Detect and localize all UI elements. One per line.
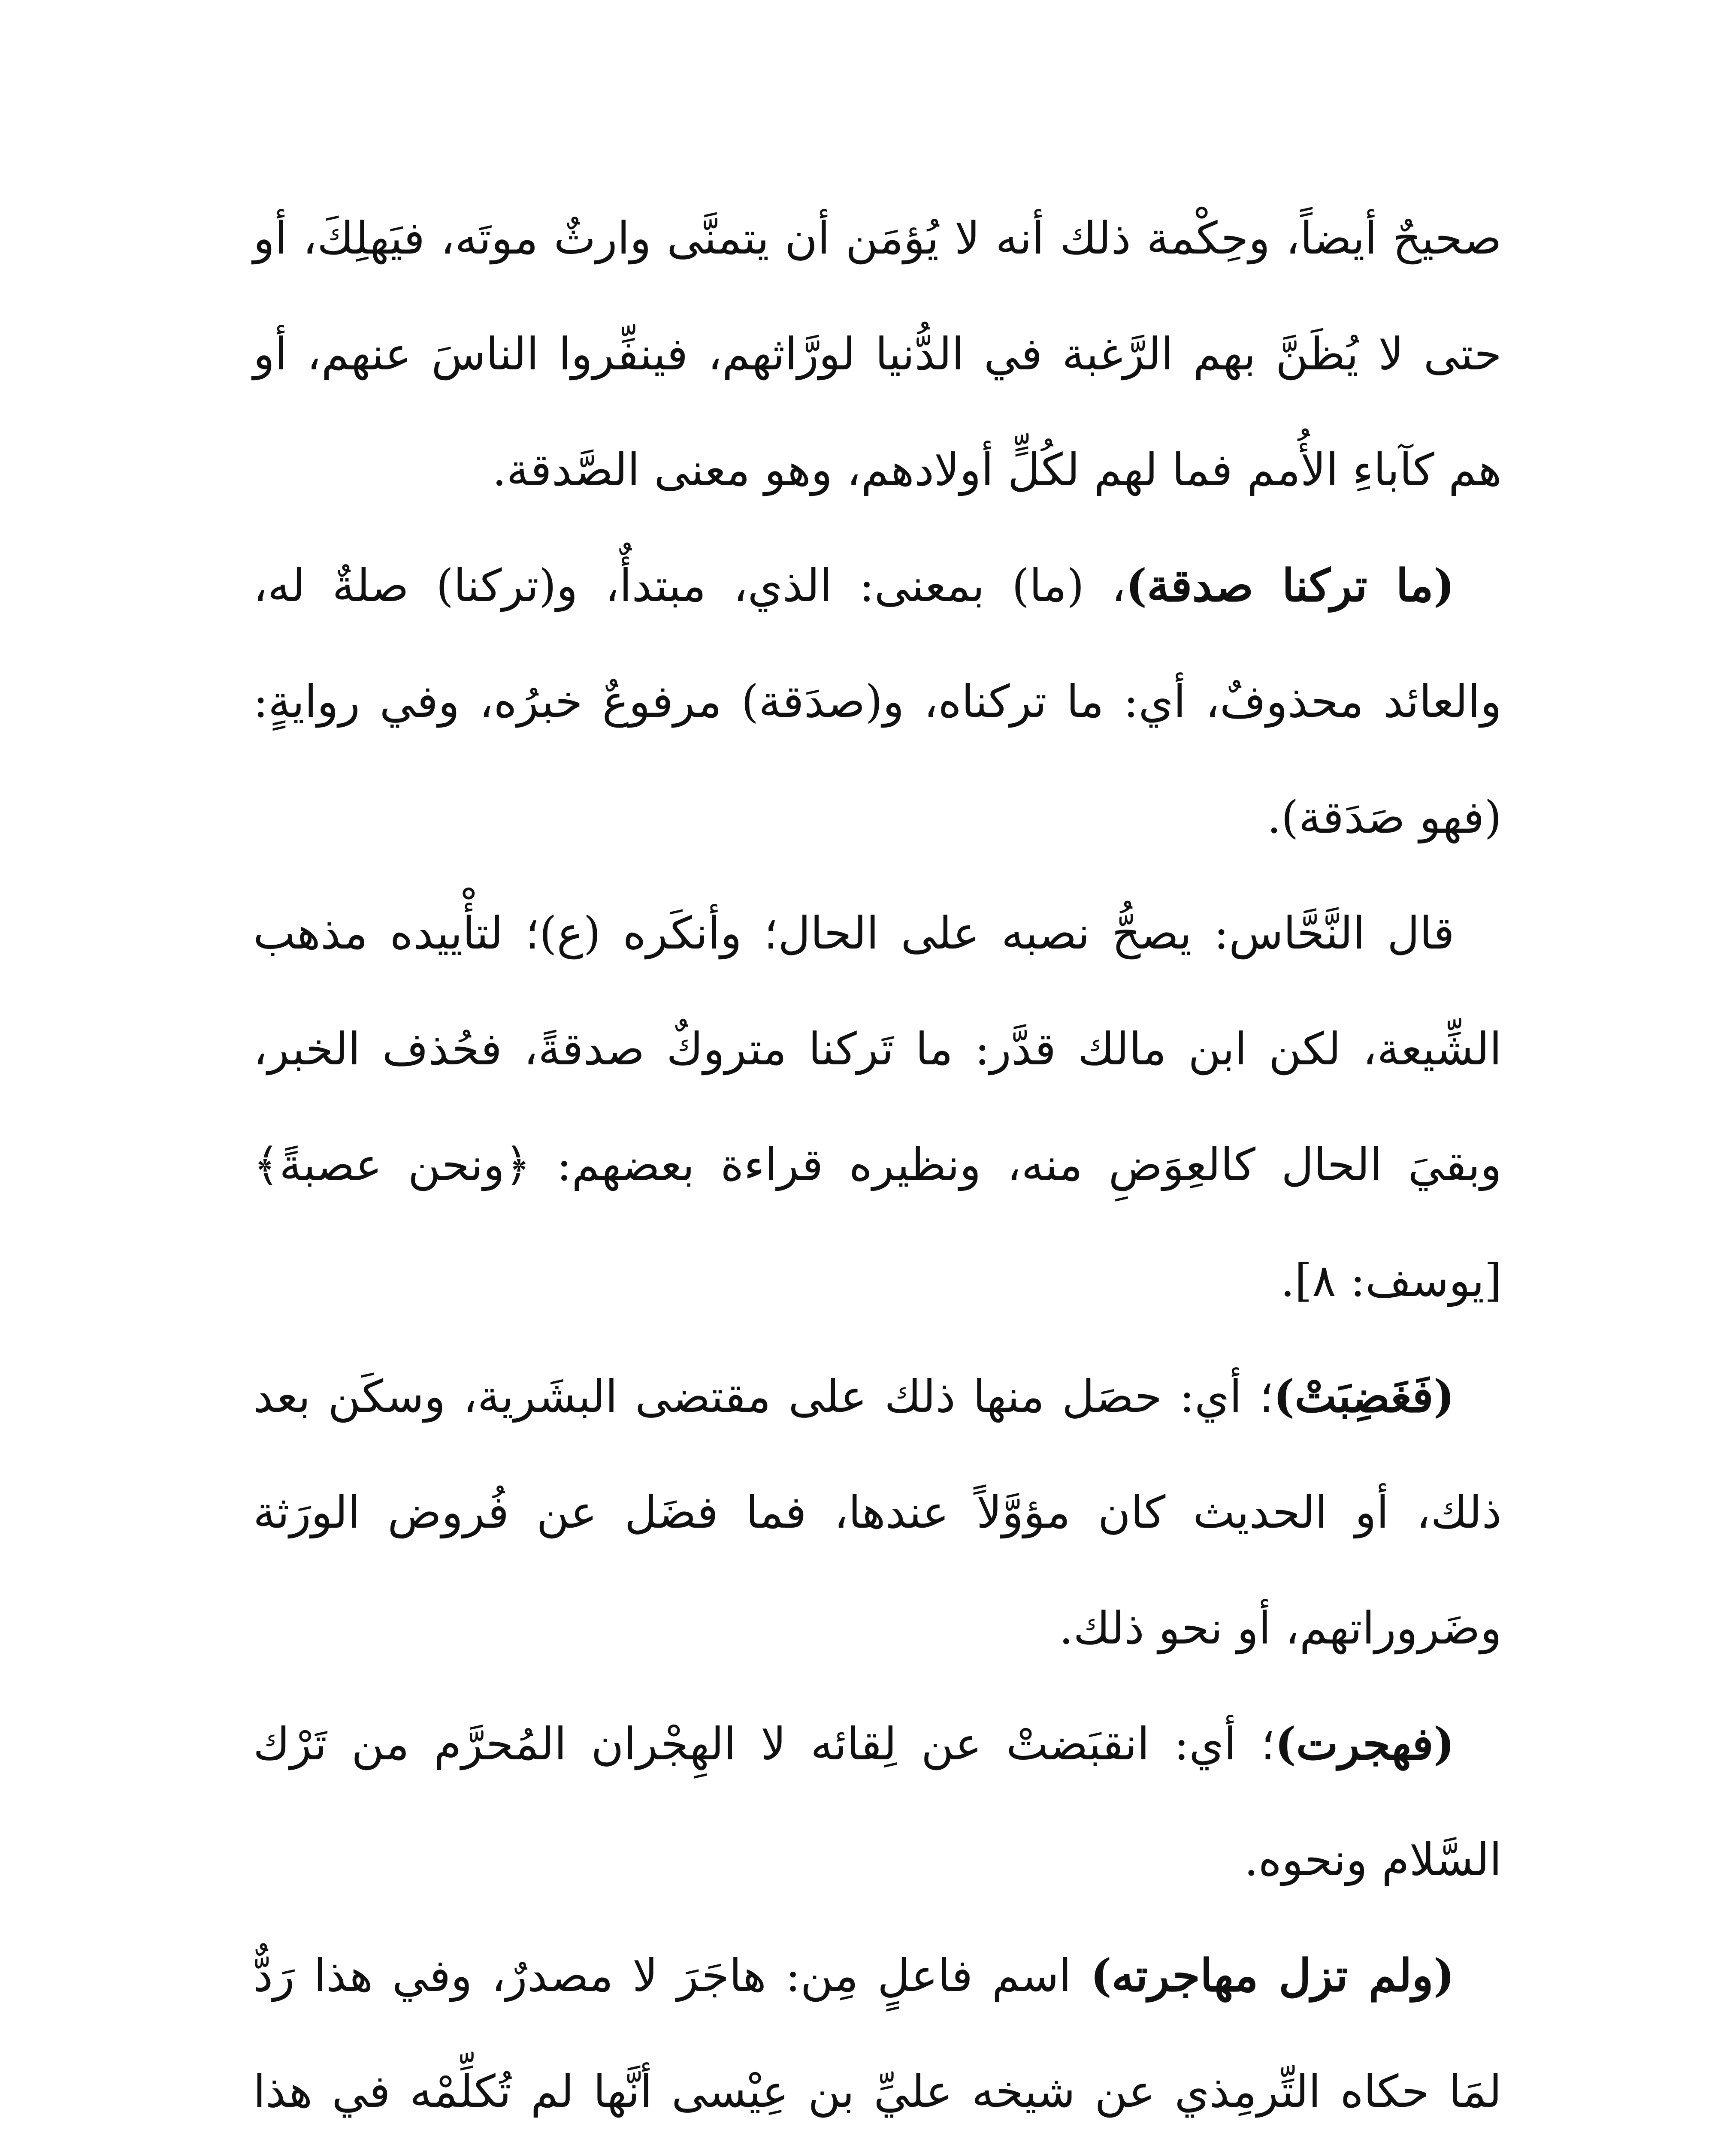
paragraph-4-lead: (فَغَضِبَتْ) xyxy=(1273,1370,1455,1423)
body-text xyxy=(253,180,1502,2145)
paragraph-3 xyxy=(253,875,1502,1338)
paragraph-4 xyxy=(253,1338,1502,1686)
paragraph-6-text: اسم فاعلٍ مِن: هاجَرَ لا مصدرٌ، وفي هذا رَدٌّ لمَا حكاه التِّرمِذي عن شيخه عليِّ بن عِيْسى أنَّها لم تُكلِّمْه في هذا xyxy=(253,1949,1502,2118)
paragraph-5-text: ؛ أي: انقبَضتْ عن لِقائه لا الهِجْران المُحرَّم من تَرْك السَّلام ونحوه. xyxy=(253,1718,1502,1886)
paragraph-5-lead: (فهجرت) xyxy=(1275,1717,1455,1770)
paragraph-6 xyxy=(253,1918,1502,2145)
paragraph-1 xyxy=(253,180,1502,528)
paragraph-2 xyxy=(253,528,1502,875)
paragraph-4-text: ؛ أي: حصَل منها ذلك على مقتضى البشَرية، وسكَن بعد ذلك، أو الحديث كان مؤوَّلاً عندها، فما فضَل عن فُروض الورَثة وضَروراتهم، أو نحو ذلك. xyxy=(253,1370,1502,1654)
paragraph-6-lead: (ولم تزل مهاجرته) xyxy=(1090,1949,1455,2002)
paragraph-5 xyxy=(253,1686,1502,1918)
paragraph-3-text: قال النَّحَّاس: يصحُّ نصبه على الحال؛ وأنكَره (ع)؛ لتأْييده مذهب الشِّيعة، لكن ابن مالك قدَّر: ما تَركنا متروكٌ صدقةً، فحُذف الخبر، وبقيَ الحال كالعِوَضِ منه، ونظيره قراءة بعضهم: ﴿ونحن عصبةً﴾[يوسف: ٨]. xyxy=(253,907,1502,1307)
paragraph-2-lead: (ما تركنا صدقة) xyxy=(1125,559,1455,612)
paragraph-1-text: صحيحٌ أيضاً، وحِكْمة ذلك أنه لا يُؤمَن أن يتمنَّى وارثٌ موتَه، فيَهلِكَ، أو حتى لا يُظَنَّ بهم الرَّغبة في الدُّنيا لورَّاثهم، فينفِّروا الناسَ عنهم، أو هم كآباءِ الأُمم فما لهم لكُلٍّ أولادهم، وهو معنى الصَّدقة. xyxy=(253,212,1502,496)
paragraph-2-text: ، (ما) بمعنى: الذي، مبتدأٌ، و(تركنا) صلةٌ له، والعائد محذوفٌ، أي: ما تركناه، و(صدَقة) مرفوعٌ خبرُه، وفي روايةٍ: (فهو صَدَقة). xyxy=(253,559,1502,843)
